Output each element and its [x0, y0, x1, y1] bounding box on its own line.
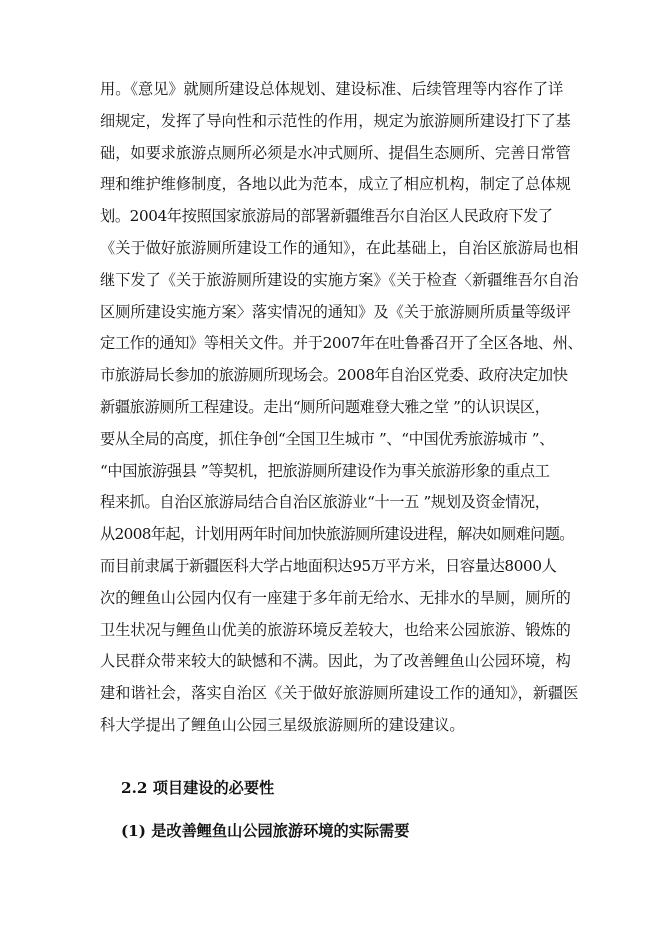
section-heading: 2.2 项目建设的必要性: [121, 779, 275, 797]
body-paragraph: [100, 74, 600, 742]
subsection-heading: (1) 是改善鲤鱼山公园旅游环境的实际需要: [121, 822, 410, 840]
paragraph-line: 市旅游局长参加的旅游厕所现场会。2008年自治区党委、政府决定加快: [100, 366, 568, 385]
paragraph-line: 科大学提出了鲤鱼山公园三星级旅游厕所的建设建议。: [100, 715, 465, 734]
paragraph-line: 划。2004年按照国家旅游局的部署新疆维吾尔自治区人民政府下发了: [100, 207, 553, 226]
paragraph-line: 《关于做好旅游厕所建设工作的通知》，在此基础上，自治区旅游局也相: [100, 238, 579, 257]
paragraph-line: 程来抓。自治区旅游局结合自治区旅游业“十一五 ”规划及资金情况，: [100, 493, 550, 512]
paragraph-line: 用。《意见》就厕所建设总体规划、建设标准、后续管理等内容作了详: [100, 80, 564, 98]
paragraph-line: 从2008年起，计划用两年时间加快旅游厕所建设进程，解决如厕难问题。: [100, 525, 574, 544]
paragraph-line: 继下发了《关于旅游厕所建设的实施方案》《关于检查〈新疆维吾尔自治: [100, 270, 579, 289]
paragraph-line: 卫生状况与鲤鱼山优美的旅游环境反差较大，也给来公园旅游、锻炼的: [100, 620, 571, 639]
paragraph-line: 人民群众带来较大的缺憾和不满。因此，为了改善鲤鱼山公园环境，构: [100, 652, 571, 671]
paragraph-line: 定工作的通知》等相关文件。并于2007年在吐鲁番召开了全区各地、州、: [100, 334, 583, 353]
paragraph-line: 细规定，发挥了导向性和示范性的作用，规定为旅游厕所建设打下了基: [100, 111, 571, 130]
paragraph-line: “中国旅游强县 ”等契机，把旅游厕所建设作为事关旅游形象的重点工: [100, 461, 550, 480]
paragraph-line: 而目前隶属于新疆医科大学占地面积达95万平方米，日容量达8000人: [100, 556, 557, 575]
paragraph-line: 区厕所建设实施方案〉落实情况的通知》及《关于旅游厕所质量等级评: [100, 302, 571, 321]
paragraph-line: 理和维护维修制度，各地以此为范本，成立了相应机构，制定了总体规: [100, 175, 571, 194]
paragraph-line: 次的鲤鱼山公园内仅有一座建于多年前无给水、无排水的旱厕，厕所的: [100, 588, 571, 607]
paragraph-line: 新疆旅游厕所工程建设。走出“厕所问题难登大雅之堂 ”的认识误区，: [100, 397, 550, 416]
paragraph-line: 础，如要求旅游点厕所必须是水冲式厕所、提倡生态厕所、完善日常管: [100, 143, 571, 162]
paragraph-line: 要从全局的高度，抓住争创“全国卫生城市 ”、“中国优秀旅游城市 ”、: [100, 429, 555, 448]
paragraph-line: 建和谐社会，落实自治区《关于做好旅游厕所建设工作的通知》，新疆医: [100, 684, 579, 703]
